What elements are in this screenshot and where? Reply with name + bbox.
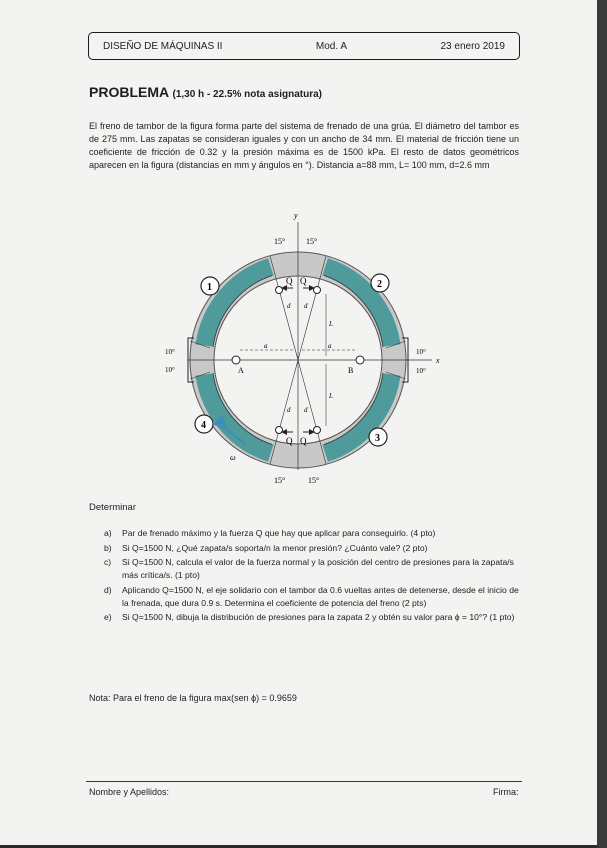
pin-a [232,356,240,364]
force-q-top-left: Q [286,276,293,286]
exam-model: Mod. A [315,40,348,52]
force-q-top-right: Q [300,276,307,286]
dim-a-right: a [328,342,332,350]
force-q-bottom-right: Q [300,436,307,446]
question-list [104,527,522,626]
x-axis-label: x [436,356,440,365]
problem-title [89,84,322,100]
question-label: e) [104,612,112,623]
force-q-bottom-left: Q [286,436,293,446]
dim-d-bottom-left: d [287,406,291,414]
angle-top-left: 15° [274,237,286,246]
exam-date: 23 enero 2019 [440,40,505,52]
question-item [104,611,522,624]
angle-left-top: 10° [165,348,175,356]
angle-bottom-left: 15° [274,476,286,485]
dim-d-top-right: d [304,302,308,310]
exam-header [88,32,520,60]
angle-left-bottom: 10° [165,366,175,374]
note: Nota: Para el freno de la figura max(sen ϕ) = 0.9659 [89,693,297,703]
y-axis-label: y [294,211,298,220]
dim-l-top: L [329,320,333,328]
course-name: DISEÑO DE MÁQUINAS II [103,40,223,52]
name-field-label: Nombre y Apellidos: [89,787,170,797]
dim-d-top-left: d [287,302,291,310]
drum-brake-figure [160,208,450,498]
shoe-1-label: 1 [207,282,212,293]
question-label: d) [104,584,112,595]
signature-field-label: Firma: [493,787,519,797]
question-item [104,527,522,540]
footer-rule [86,781,522,782]
shoe-2-label: 2 [377,279,382,290]
question-item [104,584,522,609]
question-text: Si Q=1500 N, dibuja la distribución de presiones para la zapata 2 y obtén su valor para ϕ = 10°? (1 pto) [122,612,515,623]
dim-a-left: a [264,342,268,350]
shoe-4-label: 4 [201,420,206,431]
pin-b-label: B [348,366,354,375]
question-item [104,542,522,555]
question-label: b) [104,542,112,553]
page-edge [597,0,607,848]
dim-l-bottom: L [329,392,333,400]
angle-bottom-right: 15° [308,476,320,485]
problem-subtitle: (1,30 h - 22.5% nota asignatura) [172,89,322,100]
problem-statement: El freno de tambor de la figura forma parte del sistema de frenado de una grúa. El diámetro del tambor es de 275 mm. Las zapatas se consideran iguales y con un ancho de 34 mm. El material de fricción tiene un coeficiente de fricción de 0.32 y la presión máxima es de 1500 kPa. El resto de datos geométricos aparecen en la figura (distancias en mm y ángulos en °). Distancia a=88 mm, L= 100 mm, d=2.6 mm [89,121,519,170]
pin-b [356,356,364,364]
pin-a-label: A [238,366,244,375]
angle-right-bottom: 10° [416,367,426,375]
determinar-heading: Determinar [89,502,136,513]
dim-d-bottom-right: d [304,406,308,414]
angle-top-right: 15° [306,237,318,246]
question-text: Si Q=1500 N, ¿Qué zapata/s soporta/n la menor presión? ¿Cuánto vale? (2 pto) [122,542,428,553]
omega-label: ω [230,453,236,462]
question-text: Aplicando Q=1500 N, el eje solidario con el tambor da 0.6 vueltas antes de detenerse, desde el inicio de la frenada, que dura 0.9 s. Determina el coeficiente de potencia del freno (2 pts) [122,584,519,608]
question-text: Par de frenado máximo y la fuerza Q que hay que aplicar para conseguirlo. (4 pto) [122,528,436,538]
angle-right-top: 10° [416,348,426,356]
question-label: a) [104,528,112,538]
question-item [104,556,522,581]
problem-heading: PROBLEMA [89,84,169,100]
question-label: c) [104,557,112,568]
question-text: Si Q=1500 N, calcula el valor de la fuerza normal y la posición del centro de presiones para la zapata/s más crítica/s. (1 pto) [122,557,514,581]
shoe-3-label: 3 [375,433,380,444]
